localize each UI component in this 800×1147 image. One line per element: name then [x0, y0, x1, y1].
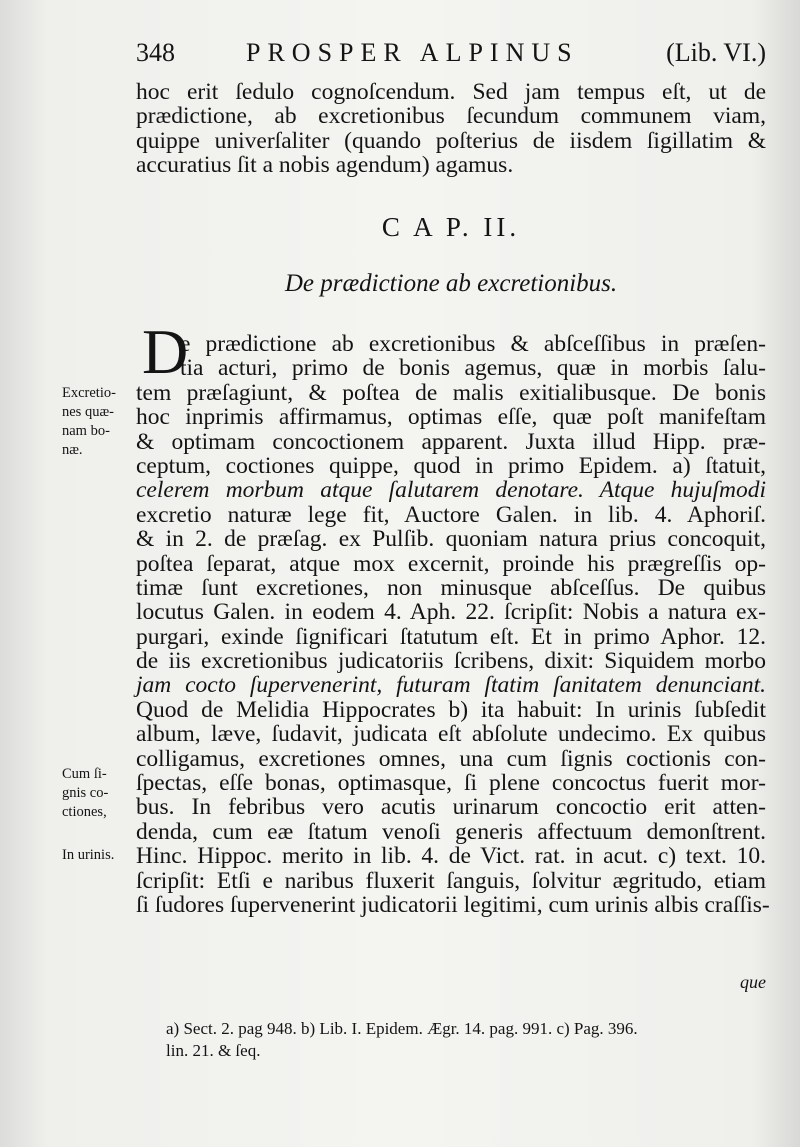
text-line: hoc erit ſedulo cognoſcendum. Sed jam tempus eſt, ut de	[136, 79, 766, 105]
catchword: que	[740, 972, 766, 992]
text-line: denda, cum eæ ſtatum venoſi generis affectuum demonſtrent.	[136, 818, 766, 845]
text-line: celerem morbum atque ſalutarem denotare. Atque hujuſmodi	[136, 477, 766, 504]
text-line: & optimam concoctionem apparent. Juxta illud Hipp. præ-	[136, 428, 766, 455]
book-reference: (Lib. VI.)	[666, 38, 766, 67]
drop-cap: D	[142, 316, 189, 387]
text-line: timæ ſunt excretiones, non minusque abſceſſus. De quibus	[136, 574, 766, 601]
margin-note-cum-signis	[62, 765, 134, 822]
page-header	[136, 38, 766, 72]
text-line: accuratius ſit a nobis agendum) agamus.	[136, 152, 514, 179]
text-line: excretio naturæ lege fit, Auctore Galen. in lib. 4. Aphoriſ.	[136, 501, 766, 528]
text-line: e prædictione ab excretionibus & abſceſſibus in præſen-	[180, 331, 766, 357]
main-paragraph	[136, 331, 770, 918]
text-line: jam cocto ſupervenerint, futuram ſtatim ſanitatem denunciant.	[136, 672, 766, 699]
text-line: poſtea ſeparat, atque mox excernit, proinde his prægreſſis op-	[136, 550, 766, 577]
margin-note-line: næ.	[62, 442, 83, 458]
text-line: ceptum, coctiones quippe, quod in primo Epidem. a) ſtatuit,	[136, 452, 766, 479]
text-line: de iis excretionibus judicatoriis ſcribens, dixit: Siquidem morbo	[136, 648, 766, 675]
text-line: album, læve, ſudavit, judicata eſt abſolute undecimo. Ex quibus	[136, 721, 766, 748]
footnotes	[166, 1018, 766, 1062]
text-line: Hinc. Hippoc. merito in lib. 4. de Vict. rat. in acut. c) text. 10.	[136, 843, 766, 870]
text-line: prædictione, ab excretionibus ſecundum communem viam,	[136, 103, 766, 130]
text-line: ſpectas, eſſe bonas, optimasque, ſi plene concoctus fuerit mor-	[136, 770, 766, 797]
margin-note-line: ctiones,	[62, 804, 107, 820]
margin-note-line: gnis co-	[62, 785, 109, 801]
text-line: bus. In febribus vero acutis urinarum concoctio erit atten-	[136, 794, 766, 821]
text-line: Quod de Melidia Hippocrates b) ita habuit: In urinis ſubſedit	[136, 696, 766, 723]
intro-paragraph	[136, 80, 766, 178]
footnote-line: a) Sect. 2. pag 948. b) Lib. I. Epidem. Ægr. 14. pag. 991. c) Pag. 396.	[166, 1019, 638, 1038]
margin-note-line: In urinis.	[62, 847, 115, 863]
text-line: & in 2. de præſag. ex Pulſib. quoniam natura prius concoquit,	[136, 526, 766, 553]
page-number: 348	[136, 38, 175, 67]
text-line: hoc inprimis affirmamus, optimas eſſe, quæ poſt manifeſtam	[136, 404, 766, 431]
text-line: tem præſagiunt, & poſtea de malis exitialibusque. De bonis	[136, 379, 766, 406]
text-line: locutus Galen. in eodem 4. Aph. 22. ſcripſit: Nobis a natura ex-	[136, 599, 766, 626]
chapter-heading: C A P. II.	[381, 212, 521, 242]
text-line: quippe univerſaliter (quando poſterius de iisdem ſigillatim &	[136, 127, 766, 154]
margin-note-line: Cum ſi-	[62, 766, 107, 782]
text-line: purgari, exinde ſignificari ſtatutum eſt. Et in primo Aphor. 12.	[136, 623, 766, 650]
chapter-subtitle: De prædictione ab excretionibus.	[284, 270, 618, 297]
margin-note-excretiones	[62, 384, 134, 460]
margin-note-line: Excretio-	[62, 385, 116, 401]
margin-note-in-urinis	[62, 846, 134, 865]
text-line: ſcripſit: Etſi e naribus fluxerit ſanguis, ſolvitur ægritudo, etiam	[136, 867, 766, 894]
margin-note-line: nam bo-	[62, 423, 110, 439]
footnote-line: lin. 21. & ſeq.	[166, 1041, 261, 1060]
running-title: PROSPER ALPINUS	[246, 38, 579, 67]
text-line: colligamus, excretiones omnes, una cum ſignis coctionis con-	[136, 745, 766, 772]
margin-note-line: nes quæ-	[62, 404, 114, 420]
text-line: tia acturi, primo de bonis agemus, quæ in morbis ſalu-	[180, 355, 766, 382]
text-line: ſi ſudores ſupervenerint judicatorii legitimi, cum urinis albis craſſis-	[136, 891, 770, 918]
